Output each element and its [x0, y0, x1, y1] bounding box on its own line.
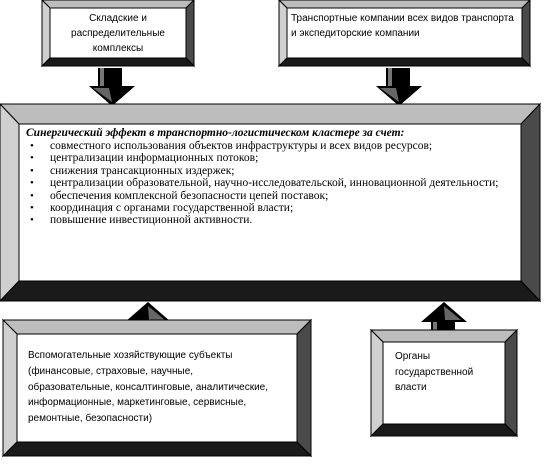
list-item: • повышение инвестиционной активности. [50, 214, 516, 226]
box-support-text: Вспомогательные хозяйствующие субъекты (финансовые, страховые, научные, образовательные, консалтинговые, аналитические, информационные, маркетинговые, сервисные, ремонтные, безопасности) [28, 350, 269, 425]
arrow-down-right [376, 68, 422, 106]
center-title: Синергический эффект в транспортно-логистическом кластере за счет: [26, 127, 405, 139]
box-support [3, 320, 311, 456]
list-item: • снижения трансакционных издержек; [50, 165, 516, 177]
box-transport-text: Транспортные компании всех видов транспорта и экспедиторские компании [291, 13, 514, 39]
arrow-down-left [89, 68, 135, 106]
box-warehouse-text: Складские и распределительные комплексы [71, 13, 165, 54]
list-item: • совместного использования объектов инфраструктуры и всех видов ресурсов; [50, 140, 516, 152]
box-authorities-text: Органы государственной власти [395, 351, 474, 393]
list-item: • обеспечения комплексной безопасности цепей поставок; [50, 190, 516, 202]
box-warehouse [42, 0, 194, 66]
list-item: • централизации информационных потоков; [50, 152, 516, 164]
center-list [26, 140, 516, 227]
box-transport [279, 0, 530, 66]
box-authorities [371, 330, 517, 436]
center-box [0, 104, 540, 301]
list-item: • централизации образовательной, научно-исследовательской, инновационной деятельности; [50, 177, 516, 189]
center-content [26, 127, 516, 227]
list-item: • координация с органами государственной власти; [50, 202, 516, 214]
